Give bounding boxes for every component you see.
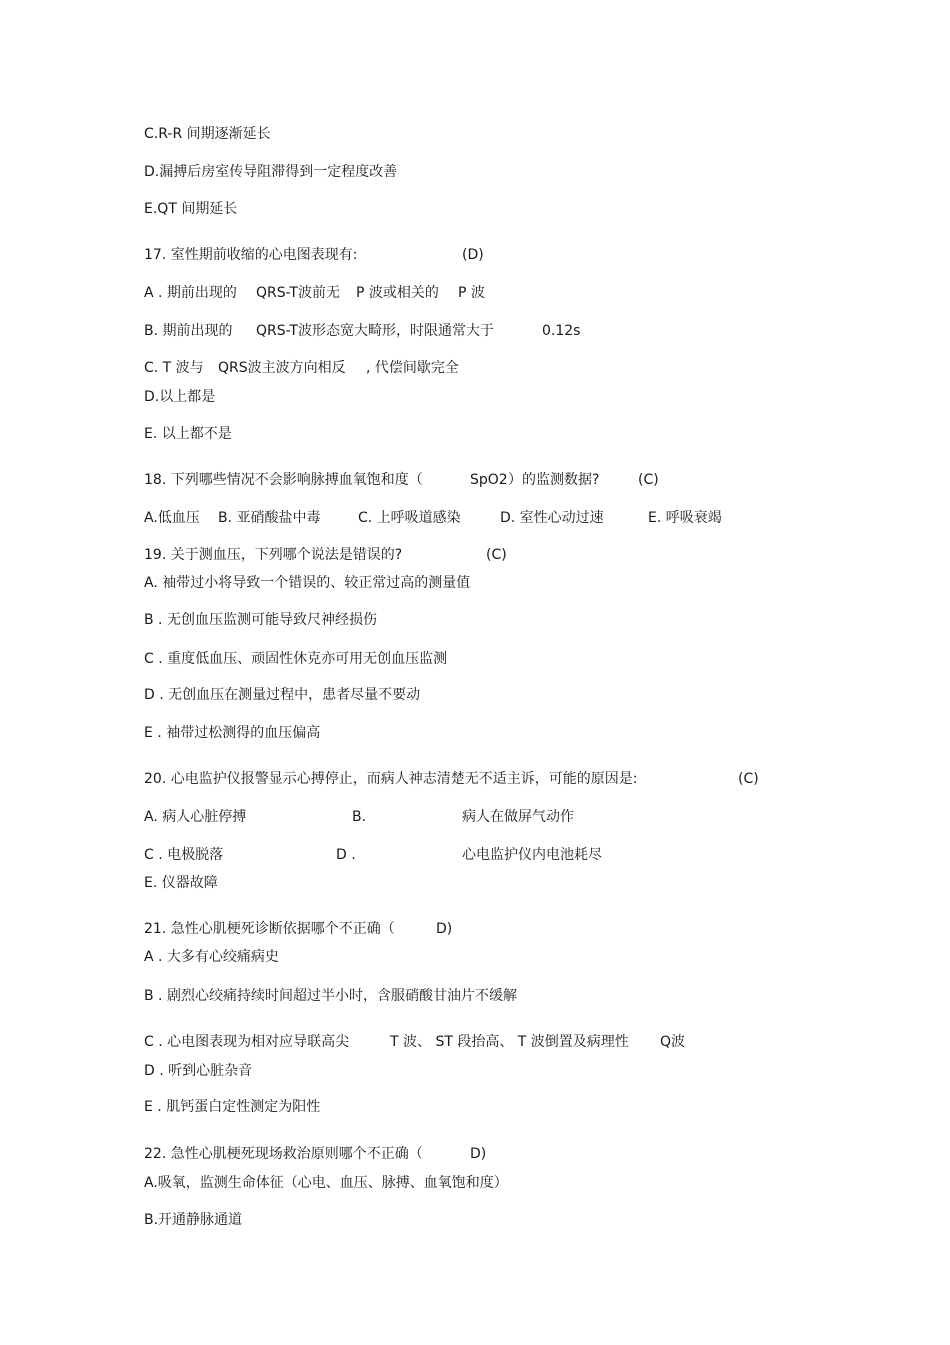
option-c-rr-interval: C.R-R 间期逐渐延长 <box>144 126 271 142</box>
question-text: 19. 关于测血压，下列哪个说法是错误的? <box>144 547 403 563</box>
question-22-option-b: B.开通静脉通道 <box>144 1212 243 1228</box>
question-text: 18. 下列哪些情况不会影响脉搏血氧饱和度（ <box>144 472 423 488</box>
question-19-option-d: D . 无创血压在测量过程中，患者尽量不要动 <box>144 687 421 703</box>
question-21-option-b: B . 剧烈心绞痛持续时间超过半小时，含服硝酸甘油片不缓解 <box>144 988 517 1004</box>
question-21-option-d: D . 听到心脏杂音 <box>144 1063 253 1079</box>
question-17-option-d: D.以上都是 <box>144 389 216 405</box>
answer-key: (C) <box>738 771 759 787</box>
question-19-option-a: A. 袖带过小将导致一个错误的、较正常过高的测量值 <box>144 575 471 591</box>
question-20-option-e: E. 仪器故障 <box>144 875 218 891</box>
question-21-option-a: A . 大多有心绞痛病史 <box>144 949 279 965</box>
question-text: 22. 急性心肌梗死现场救治原则哪个不正确（ <box>144 1146 423 1162</box>
question-21-option-e: E . 肌钙蛋白定性测定为阳性 <box>144 1099 321 1115</box>
question-text: 21. 急性心肌梗死诊断依据哪个不正确（ <box>144 921 395 937</box>
question-19-option-c: C . 重度低血压、顽固性休克亦可用无创血压监测 <box>144 651 448 667</box>
question-text: 17. 室性期前收缩的心电图表现有: <box>144 247 358 263</box>
option-e-qt-prolonged: E.QT 间期延长 <box>144 201 238 217</box>
answer-key: (D) <box>462 247 484 263</box>
question-17-option-e: E. 以上都不是 <box>144 426 232 442</box>
question-22-option-a: A.吸氧，监测生命体征（心电、血压、脉搏、血氧饱和度） <box>144 1175 508 1191</box>
answer-key: D) <box>436 921 453 937</box>
question-text: 20. 心电监护仪报警显示心搏停止，而病人神志清楚无不适主诉，可能的原因是: <box>144 771 638 787</box>
document-page: C.R-R 间期逐渐延长 D.漏搏后房室传导阻滞得到一定程度改善 E.QT 间期延长 17. 室性期前收缩的心电图表现有: (D) A . 期前出现的 QRS-T波前无 P 波或相关的 P 波 B. 期前出现的 QRS-T波形态宽大畸形，时限通常大于 0.12s C. T 波与 QRS波主波方向相反 , 代偿间歇完全 D.以上都是 E. 以上都不是 18. 下列哪些情况不会影响脉搏血氧饱和度（ SpO2 ）的监测数据? (C) A.低血压 B. 亚硝酸盐中毒 C. 上呼吸道感染 D. 室性心动过速 E. 呼吸衰竭 19. 关于测血压，下列哪个说法是错误的? (C) A. 袖带过小将导致一个错误的、较正常过高的测量值 B . 无创血压监测可能导致尺神经损伤 C . 重度低血压、顽固性休克亦可用无创血压监测 D . 无创血压在测量过程中，患者尽量不要动 E . 袖带过松测得的血压偏高 20. 心电监护仪报警显示心搏停止，而病人神志清楚无不适主诉，可能的原因是: (C) A. 病人心脏停搏 B. 病人在做屏气动作 C . 电极脱落 D . 心电监护仪内电池耗尽 E. 仪器故障 21. 急性心肌梗死诊断依据哪个不正确（ D) A . 大多有心绞痛病史 B . 剧烈心绞痛持续时间超过半小时，含服硝酸甘油片不缓解 C . 心电图表现为相对应导联高尖 T 波、 ST 段抬高、 T 波倒置及病理性 Q波 D . 听到心脏杂音 E . 肌钙蛋白定性测定为阳性 22. 急性心肌梗死现场救治原则哪个不正确（ D) A.吸氧，监测生命体征（心电、血压、脉搏、血氧饱和度） B.开通静脉通道 <box>144 126 759 1228</box>
option-d-block-improved: D.漏搏后房室传导阻滞得到一定程度改善 <box>144 164 398 180</box>
answer-key: (C) <box>486 547 507 563</box>
answer-key: (C) <box>638 472 659 488</box>
answer-key: D) <box>470 1146 487 1162</box>
question-19-option-b: B . 无创血压监测可能导致尺神经损伤 <box>144 612 377 628</box>
question-19-option-e: E . 袖带过松测得的血压偏高 <box>144 725 321 741</box>
